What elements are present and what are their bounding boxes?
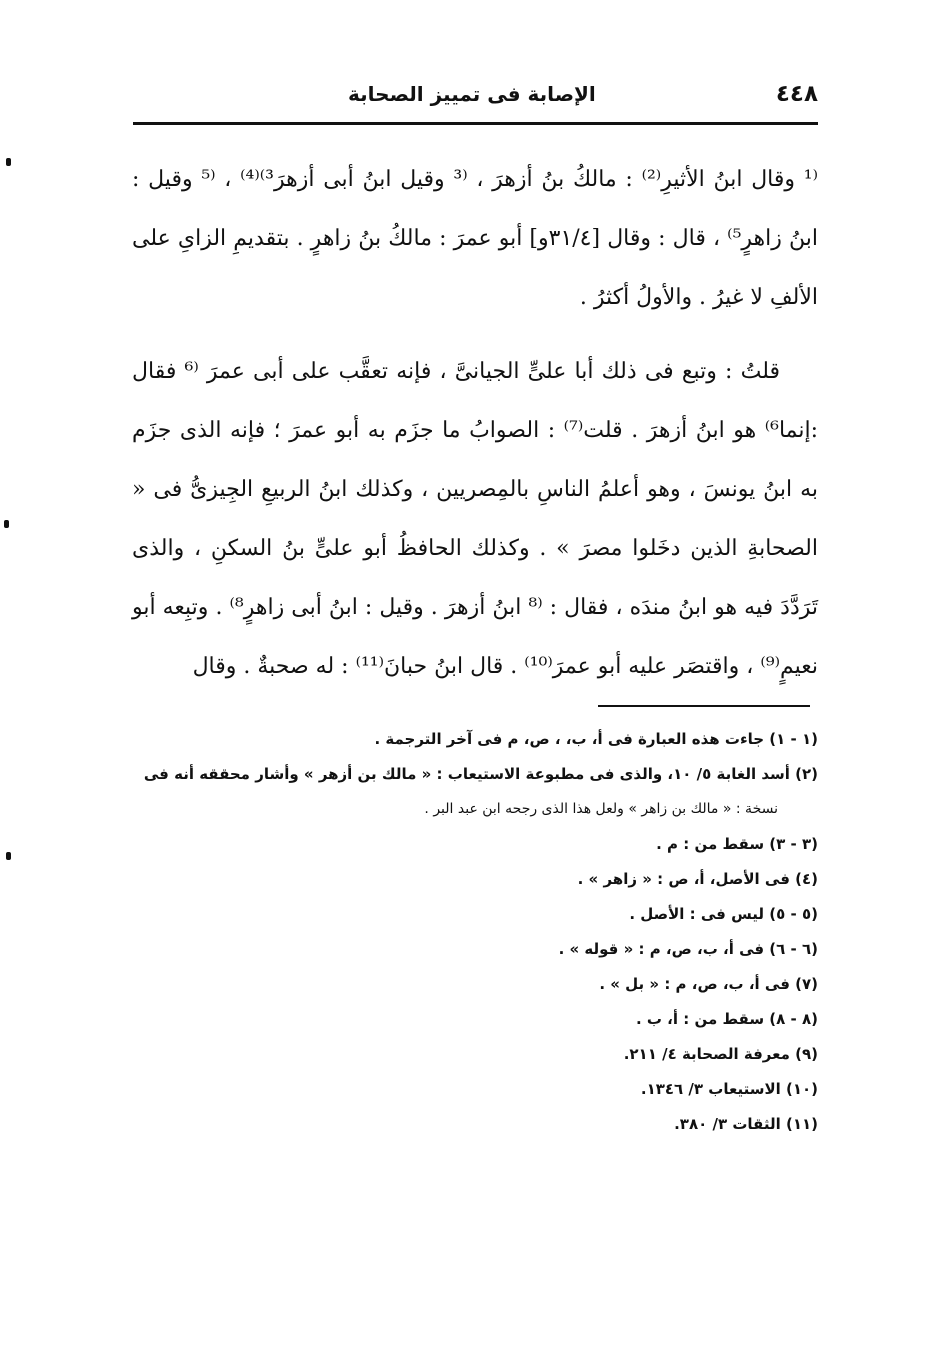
footnote: (٤) فى الأصل، أ، ص : « زاهر » . bbox=[577, 870, 818, 888]
header-rule bbox=[133, 122, 818, 125]
footnote-separator bbox=[598, 705, 810, 707]
scan-mark bbox=[4, 520, 9, 528]
scan-mark bbox=[6, 852, 11, 860]
footnote: (٥ - ٥) ليس فى : الأصل . bbox=[629, 905, 818, 923]
footnote: (٩) معرفة الصحابة ٤/ ٢١١. bbox=[623, 1045, 818, 1063]
paragraph: قلتُ : وتبع فى ذلك أبا علىٍّ الجيانىَّ ، فإنه تعقَّب على أبى عمرَ ⁽⁶ فقال :إنما⁶⁾ هو ابنُ أزهرَ . قلت⁽⁷⁾ : الصوابُ ما جزَم به أبو عمرَ ؛ فإنه الذى جزَم به ابنُ يونسَ ، وهو أعلمُ الناسِ بالمِصريين ، وكذلك ابنُ الربيعِ الجِيزىُّ فى « الصحابةِ الذين دخَلوا مصرَ » . وكذلك الحافظُ أبو علىٍّ بنُ السكنِ ، والذى تَرَدَّدَ فيه هو ابنُ مندَه ، فقال : ⁽⁸ ابنُ أزهرَ . وقيل : ابنُ أبى زاهرٍ⁸⁾ . وتبِعه أبو نعيمٍ⁽⁹⁾ ، واقتصَر عليه أبو عمرَ⁽¹⁰⁾ . قال ابنُ حبانَ⁽¹¹⁾ : له صحبةٌ . وقال bbox=[132, 359, 819, 679]
footnote-continuation: نسخة : « مالك بن زاهر » ولعل هذا الذى رجحه ابن عبد البر . bbox=[424, 801, 778, 817]
main-text bbox=[132, 150, 818, 696]
scan-mark bbox=[6, 158, 11, 166]
footnote: (١١) الثقات ٣/ ٣٨٠. bbox=[674, 1115, 818, 1133]
footnote: (٨ - ٨) سقط من : أ، ب . bbox=[635, 1010, 818, 1028]
footnotes bbox=[132, 722, 818, 1142]
footnote: (٣ - ٣) سقط من : م . bbox=[656, 835, 818, 853]
footnote: (١ - ١) جاءت هذه العبارة فى أ، ب، ، ص، م فى آخر الترجمة . bbox=[374, 730, 818, 748]
footnote: (٧) فى أ، ب، ص، م : « بل » . bbox=[599, 975, 818, 993]
page-number: ٤٤٨ bbox=[775, 81, 818, 107]
book-title: الإصابة فى تمييز الصحابة bbox=[348, 82, 596, 106]
page-header bbox=[133, 70, 818, 118]
footnote: (٢) أسد الغابة ٥/ ١٠، والذى فى مطبوعة الاستيعاب : « مالك بن أزهر » وأشار محققه أنه فى bbox=[143, 765, 818, 783]
paragraph: ⁽¹ وقال ابنُ الأثيرِ⁽²⁾ : مالكُ بنُ أزهرَ ، ⁽³ وقيل ابنُ أبى أزهرَ³⁾⁽⁴⁾ ، ⁽⁵ وقيل : ابنُ زاهرٍ⁵⁾ ، قال : وقال [٣١/٤و] أبو عمرَ : مالكُ بنُ زاهرٍ . بتقديمِ الزاىِ على الألفِ لا غيرُ . والأولُ أكثرُ . bbox=[132, 167, 818, 310]
footnote: (٦ - ٦) فى أ، ب، ص، م : « قوله » . bbox=[558, 940, 818, 958]
footnote: (١٠) الاستيعاب ٣/ ١٣٤٦. bbox=[640, 1080, 818, 1098]
